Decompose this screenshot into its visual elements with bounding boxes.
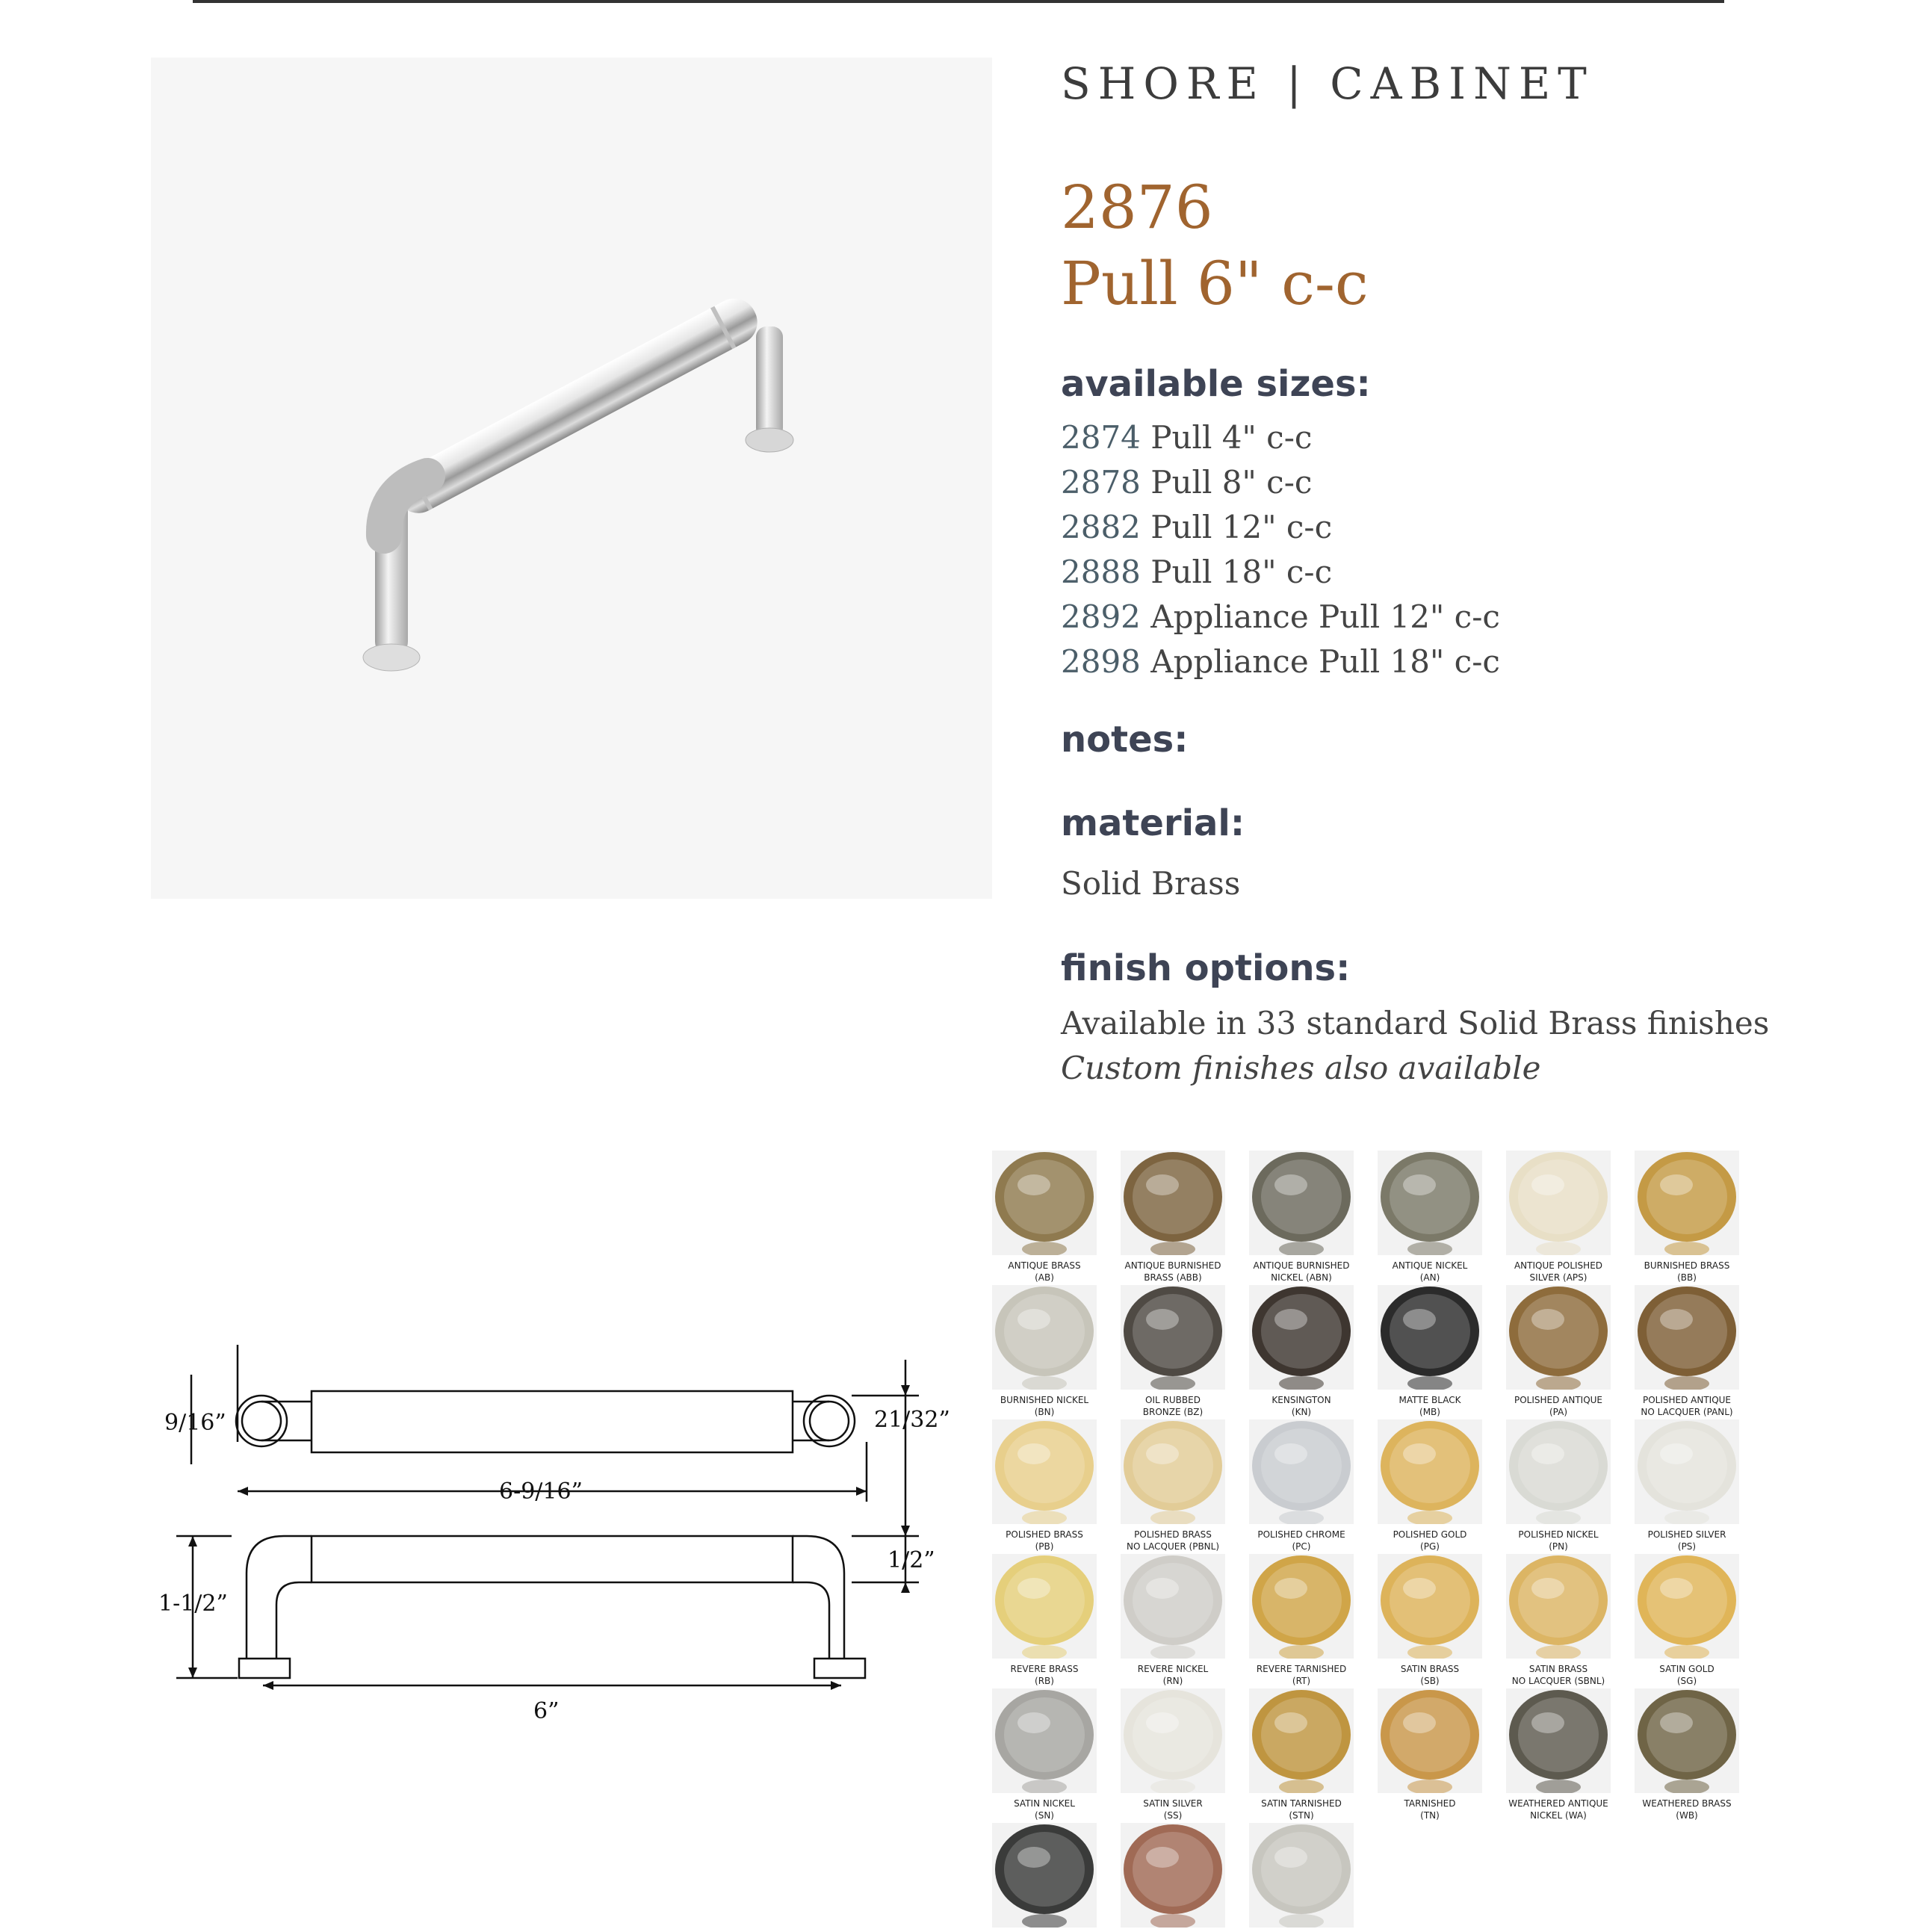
size-code: 2898 <box>1061 643 1141 680</box>
finish-swatch <box>1635 1285 1739 1418</box>
size-code: 2878 <box>1061 464 1141 501</box>
finish-code: (BN) <box>1034 1407 1055 1417</box>
size-code: 2882 <box>1061 509 1141 545</box>
finish-swatch <box>1121 1419 1225 1552</box>
finish-knob-image <box>1121 1823 1225 1928</box>
finish-swatch <box>1249 1151 1354 1284</box>
finish-swatch <box>992 1554 1097 1687</box>
finish-name: ANTIQUE BURNISHED <box>1124 1260 1221 1271</box>
finish-code: NO LACQUER (PANL) <box>1641 1407 1733 1417</box>
finish-swatch-label <box>982 1260 1107 1284</box>
finish-swatch-label <box>1496 1663 1621 1687</box>
finish-knob-image <box>1635 1151 1739 1255</box>
material-value: Solid Brass <box>1061 865 1241 902</box>
finish-code: BRONZE (BZ) <box>1142 1407 1204 1417</box>
brand-name: SHORE | CABINET <box>1061 58 1594 109</box>
finish-code: NO LACQUER (PBNL) <box>1126 1541 1220 1552</box>
finish-code: NICKEL (WA) <box>1530 1810 1587 1821</box>
finish-name: OIL RUBBED <box>1145 1395 1201 1405</box>
finish-knob-image <box>1249 1823 1354 1928</box>
finish-knob-image <box>1635 1554 1739 1659</box>
finish-code: (RT) <box>1292 1676 1311 1686</box>
finish-knob-image <box>1249 1285 1354 1390</box>
finish-knob-image <box>1635 1419 1739 1524</box>
finish-knob-image <box>1506 1151 1611 1255</box>
finish-code: (RN) <box>1162 1676 1183 1686</box>
size-code: 2874 <box>1061 419 1141 456</box>
size-code: 2892 <box>1061 598 1141 635</box>
size-item <box>1061 415 1500 460</box>
finish-swatch-label <box>1624 1663 1750 1687</box>
finish-knob-image <box>1249 1554 1354 1659</box>
finish-knob-image <box>1506 1688 1611 1793</box>
finish-swatch-label <box>982 1798 1107 1821</box>
finish-swatch-label <box>1624 1394 1750 1418</box>
finish-name: SATIN BRASS <box>1400 1664 1460 1674</box>
size-item <box>1061 505 1500 550</box>
finish-swatch <box>1635 1151 1739 1284</box>
finish-swatch <box>992 1285 1097 1418</box>
finish-code: (SN) <box>1035 1810 1054 1821</box>
finish-swatch <box>1378 1151 1482 1284</box>
finish-knob-image <box>1378 1554 1482 1659</box>
finish-knob-image <box>1378 1285 1482 1390</box>
finish-name: POLISHED BRASS <box>1134 1529 1212 1540</box>
finish-name: SATIN SILVER <box>1143 1798 1203 1809</box>
finish-swatch-label <box>1110 1663 1236 1687</box>
finish-knob-image <box>992 1419 1097 1524</box>
size-item <box>1061 460 1500 505</box>
finish-swatch <box>1378 1688 1482 1821</box>
finish-swatch-label <box>1496 1529 1621 1552</box>
finish-name: POLISHED SILVER <box>1647 1529 1726 1540</box>
product-photo <box>151 58 992 899</box>
finish-swatch <box>1249 1285 1354 1418</box>
finish-name: SATIN GOLD <box>1659 1664 1714 1674</box>
size-label: Appliance Pull 12" c-c <box>1150 598 1500 635</box>
finish-knob-image <box>1121 1285 1225 1390</box>
finish-code: (RB) <box>1035 1676 1054 1686</box>
finish-code: (PA) <box>1549 1407 1568 1417</box>
finish-name: SATIN TARNISHED <box>1261 1798 1342 1809</box>
finish-swatch <box>1121 1151 1225 1284</box>
finish-swatch <box>1249 1419 1354 1552</box>
finish-name: WEATHERED ANTIQUE <box>1508 1798 1608 1809</box>
finish-code: (WB) <box>1676 1810 1698 1821</box>
finish-swatch-label <box>1239 1663 1364 1687</box>
finish-swatch-label <box>1367 1663 1493 1687</box>
finish-knob-image <box>1249 1419 1354 1524</box>
finish-knob-image <box>1249 1688 1354 1793</box>
finish-heading: finish options: <box>1061 947 1351 989</box>
finish-knob-image <box>992 1688 1097 1793</box>
finish-knob-image <box>1506 1419 1611 1524</box>
finish-name: BURNISHED NICKEL <box>1000 1395 1089 1405</box>
finish-code: NO LACQUER (SBNL) <box>1511 1676 1605 1686</box>
finish-knob-image <box>1635 1285 1739 1390</box>
finish-code: (TN) <box>1420 1810 1440 1821</box>
finish-swatch <box>1635 1419 1739 1552</box>
finish-swatch-label <box>1624 1529 1750 1552</box>
finish-swatch <box>992 1823 1097 1932</box>
finish-knob-image <box>1378 1151 1482 1255</box>
finish-swatch <box>1378 1419 1482 1552</box>
finish-knob-image <box>1121 1419 1225 1524</box>
finish-name: REVERE NICKEL <box>1137 1664 1209 1674</box>
finish-knob-image <box>1378 1419 1482 1524</box>
finish-custom-text: Custom finishes also available <box>1061 1050 1541 1086</box>
finish-name: WEATHERED BRASS <box>1642 1798 1732 1809</box>
finish-code: (PN) <box>1549 1541 1568 1552</box>
finish-swatch <box>1121 1285 1225 1418</box>
finish-swatch-label <box>1496 1260 1621 1284</box>
dim-bar-thickness: 1/2” <box>888 1547 935 1573</box>
finish-swatch-label <box>1496 1394 1621 1418</box>
dim-projection: 1-1/2” <box>158 1591 228 1617</box>
size-label: Pull 4" c-c <box>1150 419 1313 456</box>
finish-swatch <box>1121 1688 1225 1821</box>
finish-knob-image <box>992 1554 1097 1659</box>
finish-swatch-label <box>1367 1529 1493 1552</box>
finish-name: POLISHED GOLD <box>1393 1529 1467 1540</box>
finish-knob-image <box>1378 1688 1482 1793</box>
finish-swatch <box>1121 1554 1225 1687</box>
finish-name: ANTIQUE NICKEL <box>1392 1260 1468 1271</box>
finish-code: (STN) <box>1289 1810 1314 1821</box>
dimension-drawing <box>149 1345 971 1748</box>
finish-name: TARNISHED <box>1404 1798 1456 1809</box>
finish-swatch <box>992 1688 1097 1821</box>
finish-swatch <box>1249 1554 1354 1687</box>
size-label: Pull 12" c-c <box>1150 509 1333 545</box>
dim-top-left: 9/16” <box>164 1410 226 1436</box>
finish-name: ANTIQUE POLISHED <box>1514 1260 1603 1271</box>
top-rule <box>193 0 1724 3</box>
finish-standard-text: Available in 33 standard Solid Brass finishes <box>1061 1005 1770 1041</box>
finish-swatch-label <box>982 1663 1107 1687</box>
dim-overall-length: 6-9/16” <box>499 1479 583 1505</box>
finish-swatch <box>1506 1419 1611 1552</box>
finish-code: (PG) <box>1420 1541 1440 1552</box>
finish-name: REVERE TARNISHED <box>1256 1664 1347 1674</box>
finish-swatch <box>992 1419 1097 1552</box>
finish-code: NICKEL (ABN) <box>1271 1272 1332 1283</box>
finish-swatch <box>1121 1823 1225 1932</box>
finish-name: SATIN NICKEL <box>1014 1798 1075 1809</box>
finish-swatch-label <box>1110 1798 1236 1821</box>
finish-code: SILVER (APS) <box>1529 1272 1588 1283</box>
finish-swatch <box>1506 1554 1611 1687</box>
size-item <box>1061 595 1500 640</box>
finish-code: (AB) <box>1035 1272 1054 1283</box>
finish-name: POLISHED ANTIQUE <box>1642 1395 1732 1405</box>
finish-swatch-label <box>982 1394 1107 1418</box>
finish-knob-image <box>992 1285 1097 1390</box>
finish-name: ANTIQUE BURNISHED <box>1253 1260 1350 1271</box>
finish-swatch <box>1635 1554 1739 1687</box>
finish-swatch-label <box>1110 1529 1236 1552</box>
finish-name: KENSINGTON <box>1271 1395 1331 1405</box>
material-heading: material: <box>1061 802 1245 844</box>
finish-swatch-label <box>1110 1394 1236 1418</box>
product-title: Pull 6" c-c <box>1061 249 1369 318</box>
finish-swatch-label <box>1239 1529 1364 1552</box>
finish-knob-image <box>1121 1151 1225 1255</box>
finish-swatch-label <box>1624 1798 1750 1821</box>
finish-swatch-label <box>1110 1260 1236 1284</box>
product-sku: 2876 <box>1061 173 1213 242</box>
finish-code: (AN) <box>1419 1272 1440 1283</box>
finish-swatch <box>1506 1151 1611 1284</box>
finish-swatch-label <box>982 1529 1107 1552</box>
finish-knob-image <box>992 1151 1097 1255</box>
finish-code: (SG) <box>1676 1676 1697 1686</box>
finish-swatch-label <box>1367 1798 1493 1821</box>
finish-code: (PC) <box>1292 1541 1311 1552</box>
size-item <box>1061 640 1500 684</box>
finish-code: BRASS (ABB) <box>1144 1272 1202 1283</box>
finish-swatch-label <box>1239 1394 1364 1418</box>
size-label: Pull 18" c-c <box>1150 554 1333 590</box>
finish-swatch <box>1249 1688 1354 1821</box>
finish-name: SATIN BRASS <box>1528 1664 1588 1674</box>
finish-name: POLISHED BRASS <box>1006 1529 1083 1540</box>
finish-knob-image <box>1121 1554 1225 1659</box>
finish-swatch <box>1378 1285 1482 1418</box>
finish-knob-image <box>1635 1688 1739 1793</box>
finish-knob-image <box>1506 1554 1611 1659</box>
dim-top-right: 21/32” <box>874 1407 950 1433</box>
size-label: Pull 8" c-c <box>1150 464 1313 501</box>
size-label: Appliance Pull 18" c-c <box>1150 643 1500 680</box>
finish-name: POLISHED NICKEL <box>1518 1529 1599 1540</box>
finish-swatch-label <box>1367 1394 1493 1418</box>
finish-code: (BB) <box>1677 1272 1697 1283</box>
finish-code: (KN) <box>1291 1407 1312 1417</box>
pull-handle-illustration <box>151 58 992 899</box>
finish-name: POLISHED ANTIQUE <box>1514 1395 1603 1405</box>
finish-knob-image <box>1249 1151 1354 1255</box>
sizes-heading: available sizes: <box>1061 363 1371 405</box>
finish-swatch <box>1249 1823 1354 1932</box>
finish-swatch-label <box>1367 1260 1493 1284</box>
finish-swatch <box>1506 1688 1611 1821</box>
finish-knob-image <box>1121 1688 1225 1793</box>
finish-code: (PB) <box>1035 1541 1054 1552</box>
finish-description <box>1061 1001 1769 1091</box>
notes-heading: notes: <box>1061 719 1189 761</box>
finish-swatch <box>1635 1688 1739 1821</box>
finish-knob-image <box>1506 1285 1611 1390</box>
finish-knob-image <box>992 1823 1097 1928</box>
finish-code: (MB) <box>1419 1407 1440 1417</box>
finish-code: (PS) <box>1677 1541 1697 1552</box>
finish-swatch <box>1378 1554 1482 1687</box>
finish-name: MATTE BLACK <box>1398 1395 1461 1405</box>
finish-swatch-label <box>1496 1798 1621 1821</box>
size-code: 2888 <box>1061 554 1141 590</box>
finish-code: (SS) <box>1163 1810 1183 1821</box>
sizes-list <box>1061 415 1500 684</box>
finish-swatch <box>992 1151 1097 1284</box>
finish-name: BURNISHED BRASS <box>1644 1260 1730 1271</box>
dim-center-to-center: 6” <box>533 1698 560 1724</box>
finish-swatch-label <box>1239 1260 1364 1284</box>
finish-code: (SB) <box>1420 1676 1440 1686</box>
size-item <box>1061 550 1500 595</box>
finish-name: REVERE BRASS <box>1010 1664 1079 1674</box>
finish-name: POLISHED CHROME <box>1257 1529 1345 1540</box>
finish-name: ANTIQUE BRASS <box>1008 1260 1081 1271</box>
finish-swatch-label <box>1624 1260 1750 1284</box>
finish-swatch-label <box>1239 1798 1364 1821</box>
finish-swatch <box>1506 1285 1611 1418</box>
